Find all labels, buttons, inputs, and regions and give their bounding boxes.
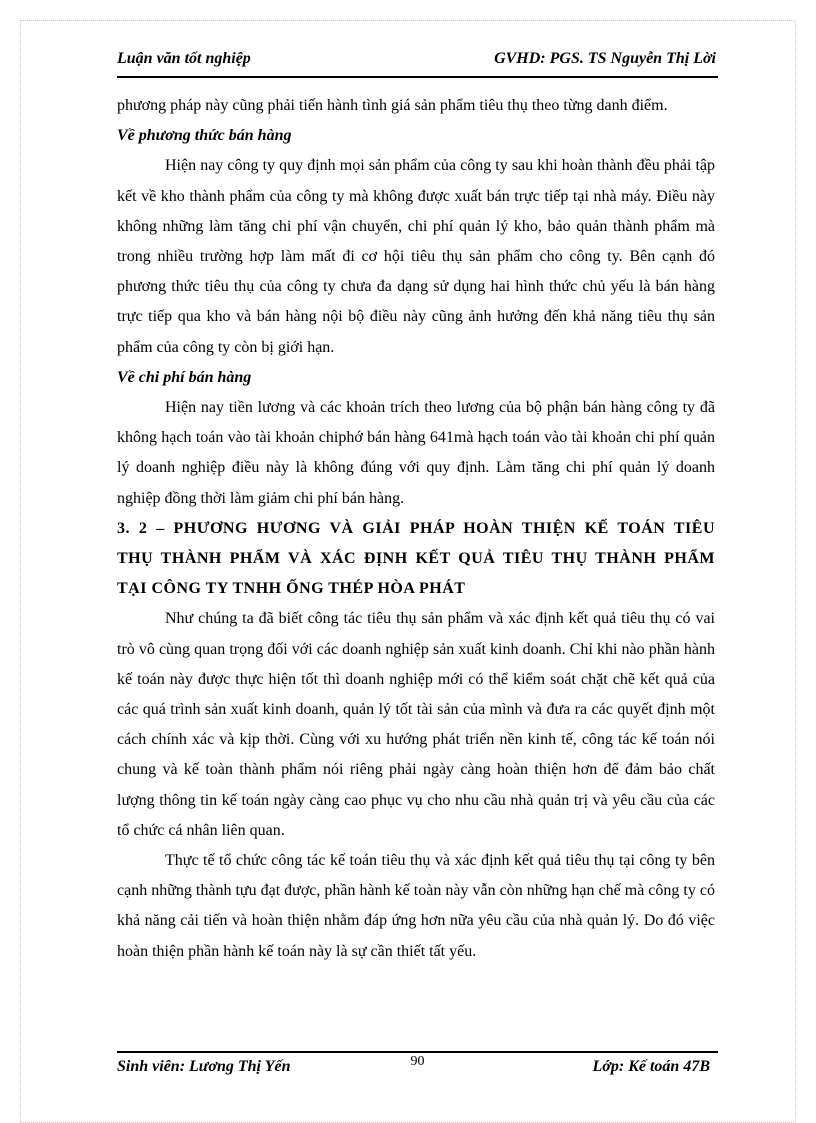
paragraph-continuation: phương pháp này cũng phải tiến hành tình giá sản phẩm tiêu thụ theo từng danh điểm. bbox=[117, 97, 668, 114]
subheading-sales-cost: Về chi phí bán hàng bbox=[117, 368, 252, 386]
subheading-sales-method: Về phương thức bán hàng bbox=[117, 127, 292, 145]
section-heading-3-2 bbox=[117, 514, 715, 605]
section-heading-line: THỤ THÀNH PHẨM VÀ XÁC ĐỊNH KẾT QUẢ TIÊU THỤ THÀNH PHẨM bbox=[117, 550, 715, 568]
paragraph-sales-cost: Hiện nay tiền lương và các khoản trích theo lương của bộ phận bán hàng công ty đã không hạch toán vào tài khoản chiphớ bán hàng 641mà hạch toán vào tài khoản chi phí quản lý doanh nghiệp điều này là không đúng với quy định. Làm tăng chi phí quản lý doanh nghiệp đồng thời làm giảm chi phí bán hàng. bbox=[117, 399, 715, 507]
footer-student: Sinh viên: Lương Thị Yến bbox=[117, 1058, 291, 1075]
page-body bbox=[117, 91, 715, 967]
header-thesis-title: Luận văn tốt nghiệp bbox=[117, 50, 251, 67]
paragraph-reality: Thực tế tổ chức công tác kế toán tiêu thụ và xác định kết quả tiêu thụ tại công ty bên cạnh những thành tựu đạt được, phần hành kế toàn này vẫn còn những hạn chế mà công ty có khả năng cải tiến và hoàn thiện nhằm đáp ứng hơn nữa yêu cầu của nhà quản lý. Do đó việc hoàn thiện phần hành kế toán này là sự cần thiết tất yếu. bbox=[117, 852, 715, 960]
page-footer bbox=[117, 1051, 718, 1081]
page-header bbox=[117, 46, 718, 78]
section-heading-line: TẠI CÔNG TY TNHH ỐNG THÉP HÒA PHÁT bbox=[117, 580, 466, 598]
header-supervisor: GVHD: PGS. TS Nguyễn Thị Lời bbox=[494, 50, 716, 67]
footer-class: Lớp: Kế toán 47B bbox=[592, 1058, 710, 1075]
page-number: 90 bbox=[410, 1054, 425, 1069]
section-heading-line: 3. 2 – PHƯƠNG HƯƠNG VÀ GIẢI PHÁP HOÀN THIỆN KẾ TOÁN TIÊU bbox=[117, 519, 715, 537]
paragraph-importance: Như chúng ta đã biết công tác tiêu thụ sản phẩm và xác định kết quả tiêu thụ có vai trò vô cùng quan trọng đối với các doanh nghiệp sản xuất kinh doanh. Chỉ khi nào phần hành kế toán này được thực hiện tốt thì doanh nghiệp mới có thể kiểm soát chặt chẽ kết quả của các quá trình sản xuất kinh doanh, quản lý tốt tài sản của mình và đưa ra các quyết định một cách chính xác và kịp thời. Cùng với xu hướng phát triển nền kinh tế, công tác kế toán nói chung và kế toàn thành phẩm nói riêng phải ngày càng hoàn thiện hơn để đảm bảo chất lượng thông tin kế toán ngày càng cao phục vụ cho nhu cầu nhà quản trị và yêu cầu của các tổ chức cá nhân liên quan. bbox=[117, 610, 715, 839]
paragraph-sales-method: Hiện nay công ty quy định mọi sản phẩm của công ty sau khi hoàn thành đều phải tập kết về kho thành phẩm của công ty mà không được xuất bán trực tiếp tại nhà máy. Điều này không những làm tăng chi phí vận chuyển, chi phí quản lý kho, bảo quản thành phẩm mà trong nhiều trường hợp làm mất đi cơ hội tiêu thụ sản phẩm cho công ty. Bên cạnh đó phương thức tiêu thụ của công ty chưa đa dạng sử dụng hai hình thức chủ yếu là bán hàng trực tiếp qua kho và bán hàng nội bộ điều này cũng ảnh hưởng đến khả năng tiêu thụ sản phẩm của công ty còn bị giới hạn. bbox=[117, 157, 715, 356]
